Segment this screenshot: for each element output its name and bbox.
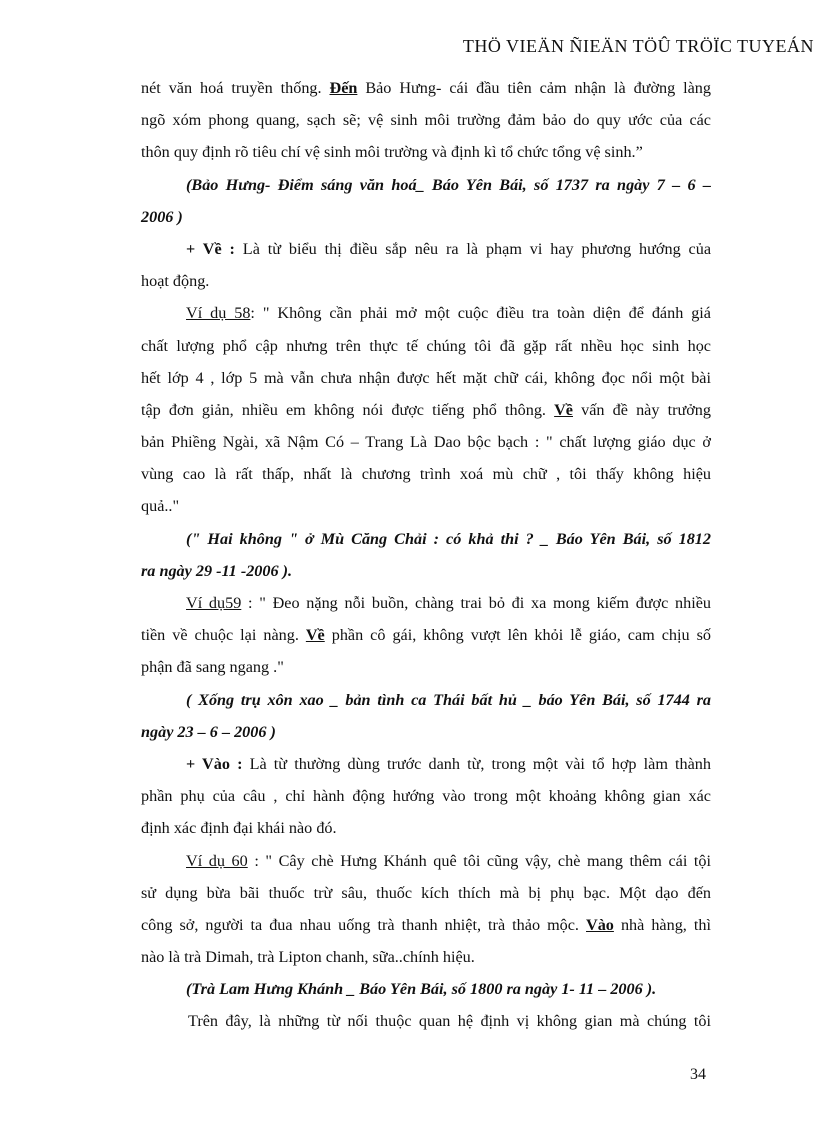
text-line: công sở, người ta đua nhau uống trà thanh nhiệt, trà thảo mộc. Vào nhà hàng, thì xyxy=(141,915,711,934)
running-header: THÖ VIEÄN ÑIEÄN TÖÛ TRÖÏC TUYEÁN xyxy=(462,36,814,56)
term-label: + Vào : xyxy=(186,754,243,773)
example-label: Ví dụ 58 xyxy=(186,304,251,323)
text-line: Ví dụ 60 : " Cây chè Hưng Khánh quê tôi cũng vậy, chè mang thêm cái tội xyxy=(186,851,711,870)
text-line: nào là trà Dimah, trà Lipton chanh, sữa..chính hiệu. xyxy=(141,948,475,967)
text-line: tiền về chuộc lại nàng. Về phần cô gái, không vượt lên khỏi lễ giáo, cam chịu số xyxy=(141,626,711,645)
text-line: thôn quy định rõ tiêu chí vệ sinh môi trường và định kì tổ chức tổng vệ sinh.” xyxy=(141,143,643,162)
text-line: nét văn hoá truyền thống. Đến Bảo Hưng- cái đầu tiên cảm nhận là đường làng xyxy=(141,79,711,97)
citation: ( Xống trụ xôn xao _ bản tình ca Thái bất hủ _ báo Yên Bái, số 1744 ra xyxy=(186,690,711,709)
example-label: Ví dụ 60 xyxy=(186,851,248,870)
text-line: chất lượng phổ cập nhưng trên thực tế chúng tôi đã gặp rất nhều học sinh học xyxy=(141,336,711,355)
citation: ngày 23 – 6 – 2006 ) xyxy=(141,722,276,741)
keyword: Vào xyxy=(586,915,614,934)
citation: (Trà Lam Hưng Khánh _ Báo Yên Bái, số 1800 ra ngày 1- 11 – 2006 ). xyxy=(186,980,657,999)
keyword: Về xyxy=(305,626,325,645)
text-line: Ví dụ 58: " Không cần phải mở một cuộc điều tra toàn diện để đánh giá xyxy=(186,304,711,323)
text-line: tập đơn giản, nhiều em không nói được tiếng phổ thông. Về vấn đề này trưởng xyxy=(141,400,711,419)
text-line: sử dụng bừa bãi thuốc trừ sâu, thuốc kích thích mà bị phụ bạc. Một dạo đến xyxy=(141,883,711,902)
text-line: ngõ xóm phong quang, sạch sẽ; vệ sinh môi trường đảm bảo do quy ước của các xyxy=(141,111,711,130)
text-line: định xác định đại khái nào đó. xyxy=(141,819,337,838)
text-line: + Vào : Là từ thường dùng trước danh từ, trong một vài tổ hợp làm thành xyxy=(186,754,711,773)
text-line: phần phụ của câu , chỉ hành động hướng vào trong một khoảng không gian xác xyxy=(141,787,711,806)
page-body xyxy=(141,72,711,1038)
keyword: Đến xyxy=(329,79,358,97)
text-line: bản Phiềng Ngài, xã Nậm Có – Trang Là Dao bộc bạch : " chất lượng giáo dục ở xyxy=(141,433,711,452)
keyword: Về xyxy=(554,400,573,419)
text-line: Trên đây, là những từ nối thuộc quan hệ định vị không gian mà chúng tôi xyxy=(188,1012,711,1031)
citation: ra ngày 29 -11 -2006 ). xyxy=(141,561,293,580)
citation: (Bảo Hưng- Điểm sáng văn hoá_ Báo Yên Bái, số 1737 ra ngày 7 – 6 – xyxy=(186,175,711,194)
text-line: + Về : Là từ biểu thị điều sắp nêu ra là phạm vi hay phương hướng của xyxy=(186,239,712,258)
example-label: Ví dụ59 xyxy=(186,594,242,612)
citation: (" Hai không " ở Mù Căng Chải : có khả thi ? _ Báo Yên Bái, số 1812 xyxy=(186,529,711,548)
text-line: vùng cao là rất thấp, nhất là chương trình xoá mù chữ , tôi thấy không hiệu xyxy=(141,465,711,484)
text-line: quả.." xyxy=(141,497,180,516)
citation: 2006 ) xyxy=(141,207,183,226)
text-line: phận đã sang ngang ." xyxy=(141,658,284,677)
term-label: + Về : xyxy=(186,239,235,258)
text-line: hết lớp 4 , lớp 5 mà vẫn chưa nhận được hết mặt chữ cái, không đọc nổi một bài xyxy=(141,368,711,387)
text-line: Ví dụ59 : " Đeo nặng nỗi buồn, chàng trai bỏ đi xa mong kiếm được nhiều xyxy=(186,594,711,612)
text-line: hoạt động. xyxy=(141,272,210,291)
page-number: 34 xyxy=(690,1066,706,1083)
